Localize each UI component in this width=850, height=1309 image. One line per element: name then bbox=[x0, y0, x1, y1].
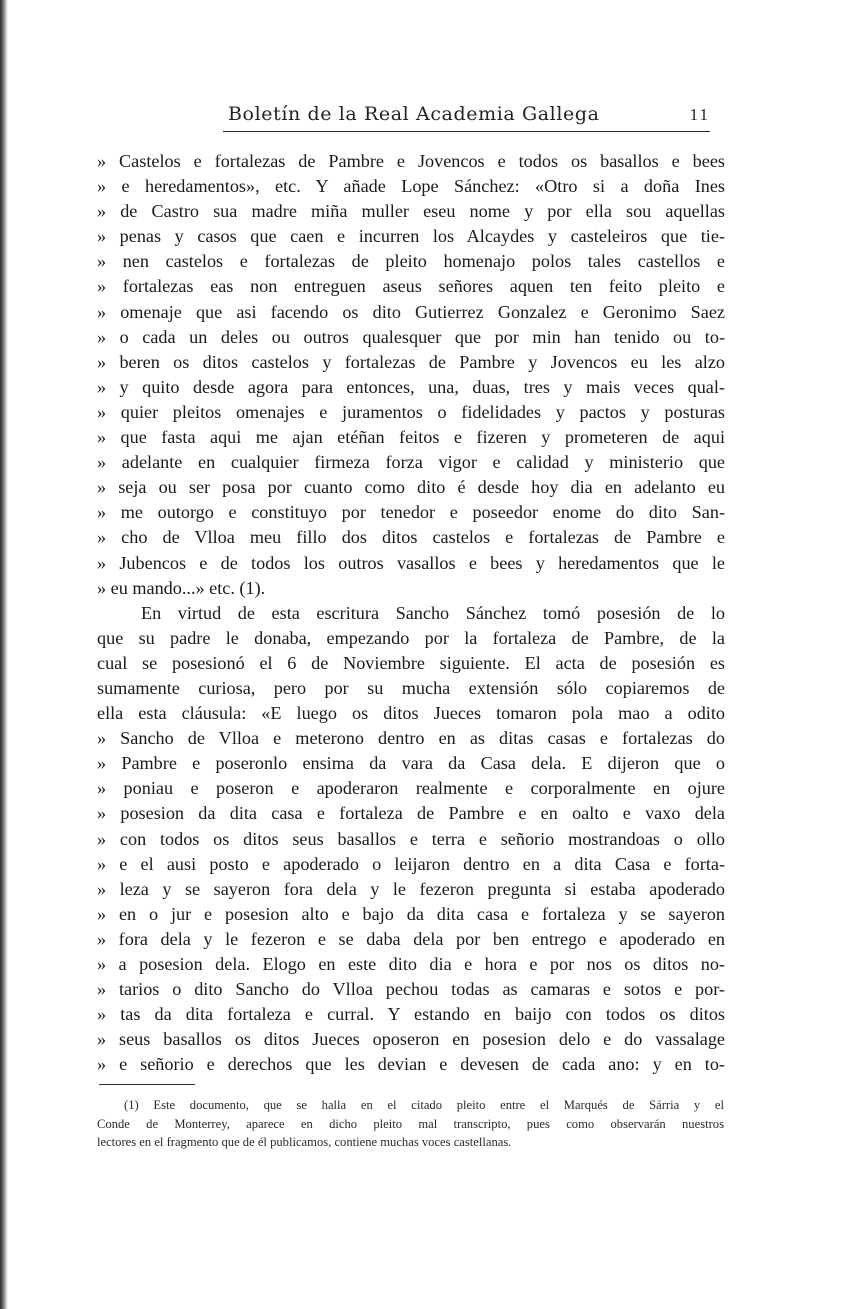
text-line: » tas da dita fortaleza e curral. Y estando en baijo con todos os ditos bbox=[97, 1004, 725, 1025]
footnote bbox=[97, 1096, 724, 1152]
text-line: » Castelos e fortalezas de Pambre e Jovencos e todos os basallos e bees bbox=[97, 151, 725, 171]
text-line: sumamente curiosa, pero por su mucha extensión sólo copiaremos de bbox=[97, 677, 725, 698]
text-line: » adelante en cualquier firmeza forza vigor e calidad y ministerio que bbox=[97, 452, 725, 473]
text-line: » Jubencos e de todos los outros vasallos e bees y heredamentos que le bbox=[97, 552, 725, 573]
paragraph-start-line: En virtud de esta escritura Sancho Sánchez tomó posesión de lo bbox=[141, 602, 725, 623]
text-line: » eu mando...» etc. (1). bbox=[97, 577, 266, 598]
footnote-line: lectores en el fragmento que de él publicamos, contiene muchas voces castellanas. bbox=[97, 1135, 512, 1149]
text-line: » seus basallos os ditos Jueces oposeron en posesion delo e do vassalage bbox=[97, 1029, 725, 1050]
running-header bbox=[228, 103, 710, 131]
text-line: » me outorgo e constituyo por tenedor e poseedor enome do dito San- bbox=[97, 502, 725, 523]
text-line: » e heredamentos», etc. Y añade Lope Sánchez: «Otro si a doña Ines bbox=[97, 176, 725, 197]
text-line: » omenaje que asi facendo os dito Gutierrez Gonzalez e Geronimo Saez bbox=[97, 301, 725, 322]
text-line: » e el ausi posto e apoderado o leijaron dentro en a dita Casa e forta- bbox=[97, 853, 725, 874]
text-line: » fortalezas eas non entreguen aseus señores aquen ten feito pleito e bbox=[97, 276, 725, 297]
text-line: » Pambre e poseronlo ensima da vara da Casa dela. E dijeron que o bbox=[97, 753, 725, 774]
text-line: » e señorio e derechos que les devian e devesen de cada ano: y en to- bbox=[97, 1054, 725, 1075]
text-line: » nen castelos e fortalezas de pleito homenajo polos tales castellos e bbox=[97, 251, 725, 272]
text-line: » a posesion dela. Elogo en este dito dia e hora e por nos os ditos no- bbox=[97, 954, 725, 974]
footnote-line: Conde de Monterrey, aparece en dicho pleito mal transcripto, pues como observarán nuestros bbox=[97, 1116, 724, 1131]
text-line: » con todos os ditos seus basallos e terra e señorio mostrandoas o ollo bbox=[97, 828, 725, 849]
text-line: » en o jur e posesion alto e bajo da dita casa e fortaleza y se sayeron bbox=[97, 903, 725, 924]
text-line: » tarios o dito Sancho do Vlloa pechou todas as camaras e sotos e por- bbox=[97, 979, 725, 1000]
text-line: cual se posesionó el 6 de Noviembre siguiente. El acta de posesión es bbox=[97, 652, 725, 673]
journal-title: Boletín de la Real Academia Gallega bbox=[228, 103, 600, 125]
text-line: ella esta cláusula: «E luego os ditos Jueces tomaron pola mao a odito bbox=[97, 703, 725, 724]
text-line: » seja ou ser posa por cuanto como dito é desde hoy dia en adelanto eu bbox=[97, 477, 725, 498]
text-line: » posesion da dita casa e fortaleza de Pambre e en oalto e vaxo dela bbox=[97, 803, 725, 824]
footnote-line: (1) Este documento, que se halla en el citado pleito entre el Marqués de Sárria y el bbox=[124, 1098, 724, 1112]
page-number: 11 bbox=[689, 105, 710, 124]
text-line: que su padre le donaba, empezando por la fortaleza de Pambre, de la bbox=[97, 627, 725, 648]
text-line: » penas y casos que caen e incurren los Alcaydes y casteleiros que tie- bbox=[97, 226, 725, 247]
body-text bbox=[97, 149, 725, 1077]
footnote-rule bbox=[99, 1084, 195, 1085]
text-line: » beren os ditos castelos y fortalezas de Pambre y Jovencos eu les alzo bbox=[97, 351, 725, 372]
text-line: » que fasta aqui me ajan etéñan feitos e fizeren y prometeren de aqui bbox=[97, 427, 725, 448]
header-rule bbox=[223, 131, 710, 132]
text-line: » quier pleitos omenajes e juramentos o fidelidades y pactos y posturas bbox=[97, 401, 725, 422]
scanned-page-edge bbox=[0, 0, 8, 1309]
text-line: » y quito desde agora para entonces, una, duas, tres y mais veces qual- bbox=[97, 376, 725, 397]
text-line: » cho de Vlloa meu fillo dos ditos castelos e fortalezas de Pambre e bbox=[97, 527, 725, 548]
text-line: » o cada un deles ou outros qualesquer que por min han tenido ou to- bbox=[97, 326, 725, 347]
text-line: » poniau e poseron e apoderaron realmente e corporalmente en ojure bbox=[97, 778, 725, 799]
text-line: » fora dela y le fezeron e se daba dela por ben entrego e apoderado en bbox=[97, 928, 725, 949]
text-line: » Sancho de Vlloa e meterono dentro en as ditas casas e fortalezas do bbox=[97, 728, 725, 749]
text-line: » leza y se sayeron fora dela y le fezeron pregunta si estaba apoderado bbox=[97, 878, 725, 899]
text-line: » de Castro sua madre miña muller eseu nome y por ella sou aquellas bbox=[97, 201, 725, 222]
